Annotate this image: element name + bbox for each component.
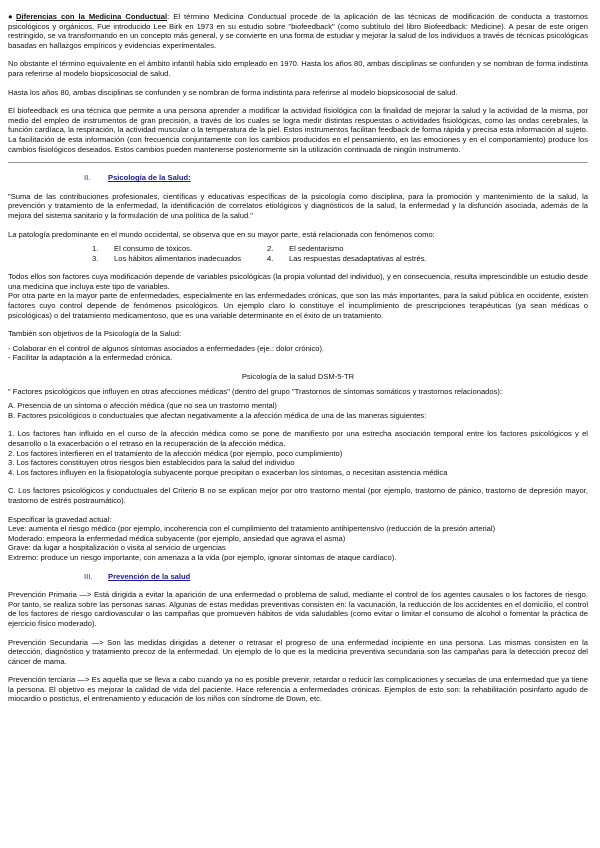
document-page: [8, 12, 588, 704]
paragraph-objetivos: También son objetivos de la Psicología de la Salud:: [8, 329, 182, 339]
intro-heading: Diferencias con la Medicina Conductual: [16, 12, 168, 21]
section-number: III.: [84, 571, 93, 581]
paragraph-hasta-80: Hasta los años 80, ambas disciplinas se confunden y se nombran de forma indistinta para referirse al modelo biopsicosocial de salud.: [8, 87, 458, 97]
paragraph-ambito-infantil: No obstante el término equivalente en el ámbito infantil había sido empleado en 1970. Hasta los años 80, ambas disciplinas se confunden y se nombran de forma indistinta para referirse al modelo biopsicosocial de salud.: [8, 59, 588, 78]
list-item: 1. Los factores han influido en el curso de la afección médica como se pone de manifiesto por una estrecha asociación temporal entre los factores psicológicos y el desarrollo o la exacerbación o el retraso en la recuperación de la afección médica.: [8, 429, 588, 448]
section-heading-prevencion: [8, 572, 588, 582]
dsm-quote: " Factores psicológicos que influyen en otras afecciones médicas" (dentro del grupo "Trastornos de síntomas somáticos y trastornos relacionados):: [8, 386, 503, 396]
paragraph-biofeedback: El biofeedback es una técnica que permite a una persona aprender a modificar la actividad fisiológica con la finalidad de mejorar la salud y la actividad de la misma, por medio del empleo de instrumentos de gran precisión, a través de los cuales se logra medir distintas respuestas o actividades fisiológicas, como las ondas cerebrales, la función cardíaca, la respiración, la actividad muscular o la temperatura de la piel. Estos instrumentos facilitan feedback de forma rápida y precisa esta información al sujeto. La facilitación de esta información (con frecuencia conjuntamente con los cambios producidos en el pensamiento, en las emociones y en el comportamiento) produce los cambios fisiológicos deseados. Estos cambios pueden mantenerse posteriormente sin la utilización continuada de ningún instrumento.: [8, 106, 588, 154]
gravedad-title: Especificar la gravedad actual:: [8, 514, 112, 524]
list-item: Extremo: produce un riesgo importante, con amenaza a la vida (por ejemplo, ignorar síntomas de ataque cardíaco).: [8, 552, 397, 562]
list-item: 1. El consumo de tóxicos.: [92, 244, 193, 254]
list-item: Moderado: empeora la enfermedad médica subyacente (por ejemplo, ansiedad que agrava el asma): [8, 533, 346, 543]
list-item: 4. Los factores influyen en la fisiopatología subyacente porque precipitan o exacerban los síntomas, o necesitan asistencia médica: [8, 467, 448, 477]
paragraph-prevencion-secundaria: Prevención Secundaria —> Son las medidas dirigidas a detener o retrasar el progreso de una enfermedad incipiente en una persona. Las mismas consisten en la detección, diagnóstico y tratamiento precoz de la enfermedad. Un ejemplo de lo que es la medicina preventiva secundaria son las campañas para la detección precoz del cáncer de mama.: [8, 637, 588, 666]
paragraph-cronicas: Por otra parte en la mayor parte de enfermedades, especialmente en las enfermedades crónicas, que son las más importantes, para la salud pública en occidente, existen factores cuyo control depende de fenómenos psicológicos. Un ejemplo claro lo constituye el incumplimiento de prescripciones terapéuticas (ya sean médicas o psicológicas) o del tratamiento medicamentoso, que es una variable determinante en el éxito de un tratamiento.: [8, 291, 588, 320]
list-item: 4. Las respuestas desadaptativas al estrés.: [267, 253, 427, 263]
list-item: - Facilitar la adaptación a la enfermedad crónica.: [8, 353, 173, 363]
list-item: 2. El sedentarismo: [267, 244, 344, 254]
list-item: 3. Los hábitos alimentarios inadecuados: [92, 253, 242, 263]
list-item: Leve: aumenta el riesgo médico (por ejemplo, incoherencia con el cumplimiento del tratamiento antihipertensivo (reducción de la presión arterial): [8, 524, 496, 534]
section-divider: [8, 162, 588, 163]
paragraph-definicion: "Suma de las contribuciones profesionales, científicas y educativas específicas de la psicología como disciplina, para la promoción y mantenimiento de la salud, la prevención y tratamiento de la enfermedad, la identificación de correlatos etiológicos y diagnósticos de la salud, la enfermedad y la disfunción asociada, además de la mejora del sistema sanitario y la formulación de una política de la salud.": [8, 191, 588, 220]
criterio-b: B. Factores psicológicos o conductuales que afectan negativamente a la afección médica de una de las maneras siguientes:: [8, 410, 427, 420]
section-title: Psicología de la Salud:: [108, 173, 191, 183]
bullet-icon: ●: [8, 12, 13, 21]
list-item: 2. Los factores interfieren en el tratamiento de la afección médica (por ejemplo, poco cumplimiento): [8, 448, 343, 458]
criterio-a: A. Presencia de un síntoma o afección médica (que no sea un trastorno mental): [8, 401, 277, 411]
intro-paragraph: [8, 12, 588, 50]
paragraph-prevencion-terciaria: Prevención terciaria —> Es aquella que se lleva a cabo cuando ya no es posible prevenir, retardar o reducir las complicaciones y secuelas de una enfermedad que ya tiene la persona. El objetivo es mejorar la calidad de vida del paciente. Hace referencia a enfermedades crónicas. Ejemplos de esto son: la rehabilitación posinfarto agudo de miocardio o postictus, el entrenamiento y educación de los niños con síndrome de Down, etc.: [8, 675, 588, 704]
list-item: 3. Los factores constituyen otros riesgos bien establecidos para la salud del individuo: [8, 458, 295, 468]
section-heading-psicologia: [8, 173, 588, 183]
paragraph-patologia: La patología predominante en el mundo occidental, se observa que en su mayor parte, está relacionada con fenómenos como:: [8, 229, 435, 239]
paragraph-factores: Todos ellos son factores cuya modificación depende de variables psicológicas (la propia voluntad del individuo), y en consecuencia, resulta imprescindible un estudio desde una medicina que incluya este tipo de variables.: [8, 272, 588, 291]
section-title: Prevención de la salud: [108, 571, 191, 581]
list-item: Grave: da lugar a hospitalización o visita al servicio de urgencias: [8, 543, 226, 553]
dsm-title: Psicología de la salud DSM-5-TR: [241, 372, 355, 382]
intro-text: : El término Medicina Conductual procede de la aplicación de las técnicas de modificación de conducta a trastornos psicológicos y orgánicos. Fue introducido Lee Birk en 1973 en su estudio sobre "biofeedback" (como subtítulo del libro Biofeedback: Medicine). A pesar de este origen restringido, se va transformando en un concepto más general, y se convierte en una forma de estudiar y mejorar la salud de los individuos a través de técnicas psicológicas basadas en hallazgos empíricos y evidencias experimentales.: [8, 12, 588, 50]
criterio-c: C. Los factores psicológicos y conductuales del Criterio B no se explican mejor por otro trastorno mental (por ejemplo, trastorno de pánico, trastorno de depresión mayor, trastorno de estrés postraumático).: [8, 486, 588, 505]
paragraph-prevencion-primaria: Prevención Primaria —> Está dirigida a evitar la aparición de una enfermedad o problema de salud, mediante el control de los agentes causales o los factores de riesgo. Por tanto, se realiza sobre las personas sanas. Algunas de estas medidas preventivas consisten en: la vacunación, la reducción de los accidentes en el domicilio, el control de los factores de riesgo cardiovascular o las campañas que promueven hábitos de vida saludables (como evitar o limitar el consumo de alcohol o fomentar la práctica de ejercicio físico moderado).: [8, 590, 588, 628]
fenomenos-list: [8, 244, 588, 263]
list-item: - Colaborar en el control de algunos síntomas asociados a enfermedades (eje.: dolor crónico).: [8, 343, 325, 353]
section-number: II.: [84, 173, 91, 183]
